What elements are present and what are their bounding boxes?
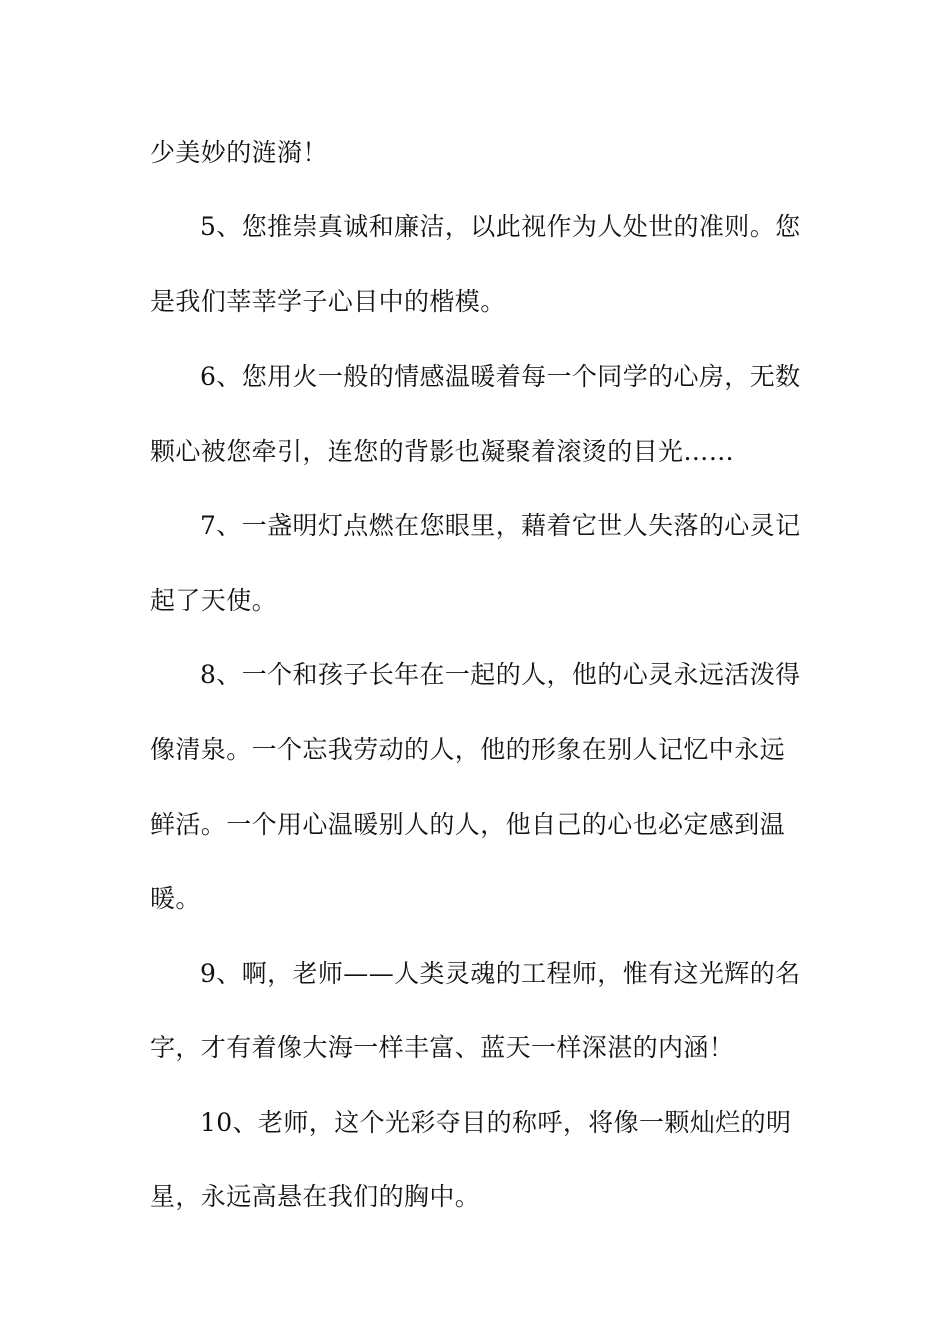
paragraph-6-line-2: 颗心被您牵引，连您的背影也凝聚着滚烫的目光……: [150, 437, 735, 466]
paragraph-6-line-1: 6、您用火一般的情感温暖着每一个同学的心房，无数: [200, 362, 801, 391]
paragraph-8-line-3: 鲜活。一个用心温暖别人的人，他自己的心也必定感到温: [150, 810, 786, 839]
paragraph-9-line-1: 9、啊，老师——人类灵魂的工程师，惟有这光辉的名: [200, 959, 801, 988]
paragraph-8-line-1: 8、一个和孩子长年在一起的人，他的心灵永远活泼得: [200, 660, 801, 689]
paragraph-5-line-1: 5、您推崇真诚和廉洁，以此视作为人处世的准则。您: [200, 212, 801, 241]
paragraph-8-line-4: 暖。: [150, 884, 201, 913]
paragraph-8-line-2: 像清泉。一个忘我劳动的人，他的形象在别人记忆中永远: [150, 735, 786, 764]
text-line: 少美妙的涟漪！: [150, 138, 328, 167]
paragraph-9-line-2: 字，才有着像大海一样丰富、蓝天一样深湛的内涵！: [150, 1033, 735, 1062]
paragraph-10-line-2: 星，永远高悬在我们的胸中。: [150, 1182, 481, 1211]
paragraph-7-line-1: 7、一盏明灯点燃在您眼里，藉着它世人失落的心灵记: [200, 511, 801, 540]
paragraph-10-line-1: 10、老师，这个光彩夺目的称呼，将像一颗灿烂的明: [200, 1108, 792, 1137]
paragraph-5-line-2: 是我们莘莘学子心目中的楷模。: [150, 287, 506, 316]
paragraph-7-line-2: 起了天使。: [150, 586, 278, 615]
